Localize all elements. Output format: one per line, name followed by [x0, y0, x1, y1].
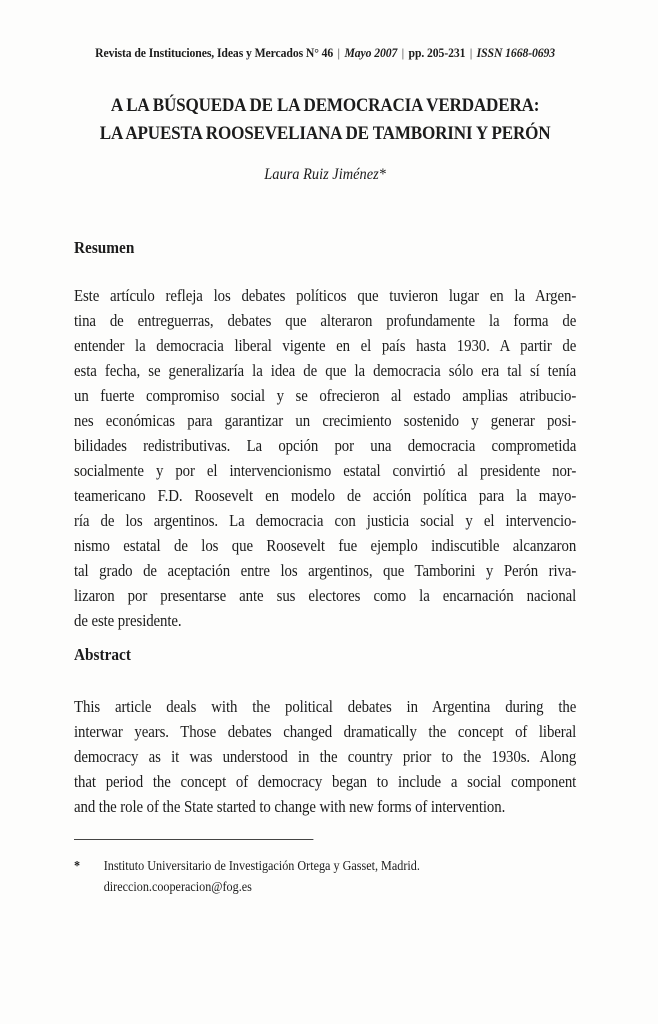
header-separator: | [469, 45, 473, 60]
page-range: pp. 205-231 [408, 45, 466, 60]
text-line: Este artículo refleja los debates políticos que tuvieron lugar en la Argen- [74, 286, 577, 305]
article-title-line-2: LA APUESTA ROOSEVELIANA DE TAMBORINI Y PERÓN [99, 123, 551, 144]
issue-date: Mayo 2007 [344, 45, 398, 60]
text-line: entender la democracia liberal vigente en el país hasta 1930. A partir de [74, 336, 577, 355]
author-name: Laura Ruiz Jiménez* [264, 166, 386, 183]
text-line: tal grado de aceptación entre los argentinos, que Tamborini y Perón riva- [74, 561, 577, 580]
text-line: lizaron por presentarse ante sus electores como la encarnación nacional [74, 586, 577, 605]
text-line: esta fecha, se generalizaría la idea de que la democracia sólo era tal sí tenía [74, 361, 577, 380]
footnote-affiliation: Instituto Universitario de Investigación Ortega y Gasset, Madrid. [103, 858, 420, 873]
text-line: teamericano F.D. Roosevelt en modelo de acción política para la mayo- [74, 486, 577, 505]
text-line: nismo estatal de los que Roosevelt fue ejemplo indiscutible alcanzaron [74, 536, 577, 555]
text-line: bilidades redistributivas. La opción por una democracia comprometida [74, 436, 577, 455]
resumen-heading: Resumen [74, 238, 135, 257]
footnote-divider [74, 839, 313, 840]
text-line: socialmente y por el intervencionismo estatal convirtió al presidente nor- [74, 461, 577, 480]
text-line: nes económicas para garantizar un crecimiento sostenido y generar posi- [74, 411, 577, 430]
resumen-paragraph [74, 283, 576, 633]
journal-name: Revista de Instituciones, Ideas y Mercados N° 46 [95, 45, 334, 60]
article-title-line-1: A LA BÚSQUEDA DE LA DEMOCRACIA VERDADERA: [110, 95, 540, 116]
journal-header [74, 44, 576, 62]
footnote-text [104, 855, 420, 897]
article-title [74, 92, 576, 148]
text-line: ría de los argentinos. La democracia con justicia social y el intervencio- [74, 511, 577, 530]
footnote-marker: * [74, 858, 81, 873]
header-separator: | [401, 45, 405, 60]
page-content [74, 0, 576, 1024]
footnote [74, 855, 576, 897]
footnote-email: direccion.cooperacion@fog.es [103, 879, 252, 894]
text-line: that period the concept of democracy began to include a social component [74, 772, 577, 791]
text-line: This article deals with the political debates in Argentina during the [74, 697, 577, 716]
abstract-heading: Abstract [74, 645, 131, 664]
text-line: and the role of the State started to change with new forms of intervention. [74, 797, 506, 816]
text-line: democracy as it was understood in the country prior to the 1930s. Along [74, 747, 577, 766]
text-line: un fuerte compromiso social y se ofrecieron al estado amplias atribucio- [74, 386, 577, 405]
issn: ISSN 1668-0693 [476, 45, 556, 60]
text-line: tina de entreguerras, debates que alteraron profundamente la forma de [74, 311, 577, 330]
header-separator: | [337, 45, 340, 60]
abstract-paragraph [74, 694, 576, 819]
text-line: interwar years. Those debates changed dramatically the concept of liberal [74, 722, 577, 741]
text-line: de este presidente. [74, 611, 182, 630]
